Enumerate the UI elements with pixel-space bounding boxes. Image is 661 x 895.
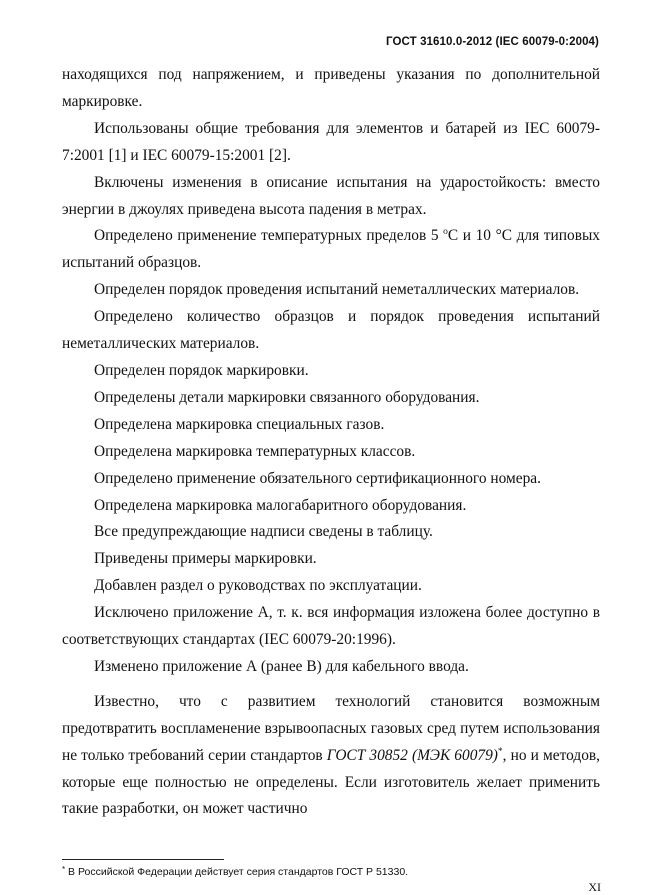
paragraph: Изменено приложение А (ранее В) для кабельного ввода. — [94, 657, 469, 675]
standard-header: ГОСТ 31610.0-2012 (IEC 60079-0:2004) — [386, 36, 599, 48]
text-segment: , но и методов, которые еще полностью не определены. Если изготовитель желает применить такие разработки, он может частично — [62, 746, 601, 818]
paragraph: Определены детали маркировки связанного оборудования. — [94, 388, 480, 406]
paragraph: Все предупреждающие надписи сведены в таблицу. — [94, 523, 433, 541]
paragraph: Приведены примеры маркировки. — [94, 550, 317, 568]
footnote-marker: * — [497, 746, 503, 757]
paragraph: Добавлен раздел о руководствах по эксплуатации. — [94, 577, 422, 595]
text-segment: С и 10 °С для типовых испытаний образцов. — [62, 227, 600, 272]
paragraph: Определено применение обязательного сертификационного номера. — [94, 469, 541, 487]
paragraph: Исключено приложение А, т. к. вся информация изложена более доступно в соответствующих стандартах (IEC 60079-20:1996). — [62, 604, 600, 649]
paragraph: Определена маркировка специальных газов. — [94, 415, 385, 433]
paragraph-technologies — [62, 689, 600, 824]
footnote-separator — [62, 859, 224, 860]
footnote-text: В Российской Федерации действует серия стандартов ГОСТ Р 51330. — [65, 866, 409, 878]
paragraph: Определено количество образцов и порядок проведения испытаний неметаллических материалов. — [62, 308, 600, 353]
page-number: XI — [588, 880, 601, 894]
paragraph-continuation: находящихся под напряжением, и приведены указания по дополнительной маркировке. — [62, 66, 600, 110]
paragraph: Использованы общие требования для элементов и батарей из IEC 60079-7:2001 [1] и IEC 60079-15:2001 [2]. — [62, 119, 600, 164]
footnote-marker: * — [62, 865, 66, 874]
body-text — [62, 62, 600, 823]
text-segment: Известно, что с развитием технологий становится возможным предотвратить воспламенение взрывоопасных газовых сред путем использования не только требований серии стандартов — [62, 692, 600, 764]
paragraph-temperature — [62, 223, 600, 277]
paragraph: Определена маркировка малогабаритного оборудования. — [94, 496, 467, 514]
degree-superscript: о — [443, 227, 448, 238]
standard-reference: ГОСТ 30852 (МЭК 60079) — [326, 746, 498, 764]
footnote — [62, 866, 408, 878]
text-segment: Определено применение температурных пределов 5 — [94, 227, 444, 245]
paragraph: Определен порядок маркировки. — [94, 361, 309, 379]
paragraph: Включены изменения в описание испытания на ударостойкость: вместо энергии в джоулях приведена высота падения в метрах. — [62, 173, 600, 218]
paragraph: Определена маркировка температурных классов. — [94, 442, 416, 460]
paragraph: Определен порядок проведения испытаний неметаллических материалов. — [94, 281, 580, 299]
